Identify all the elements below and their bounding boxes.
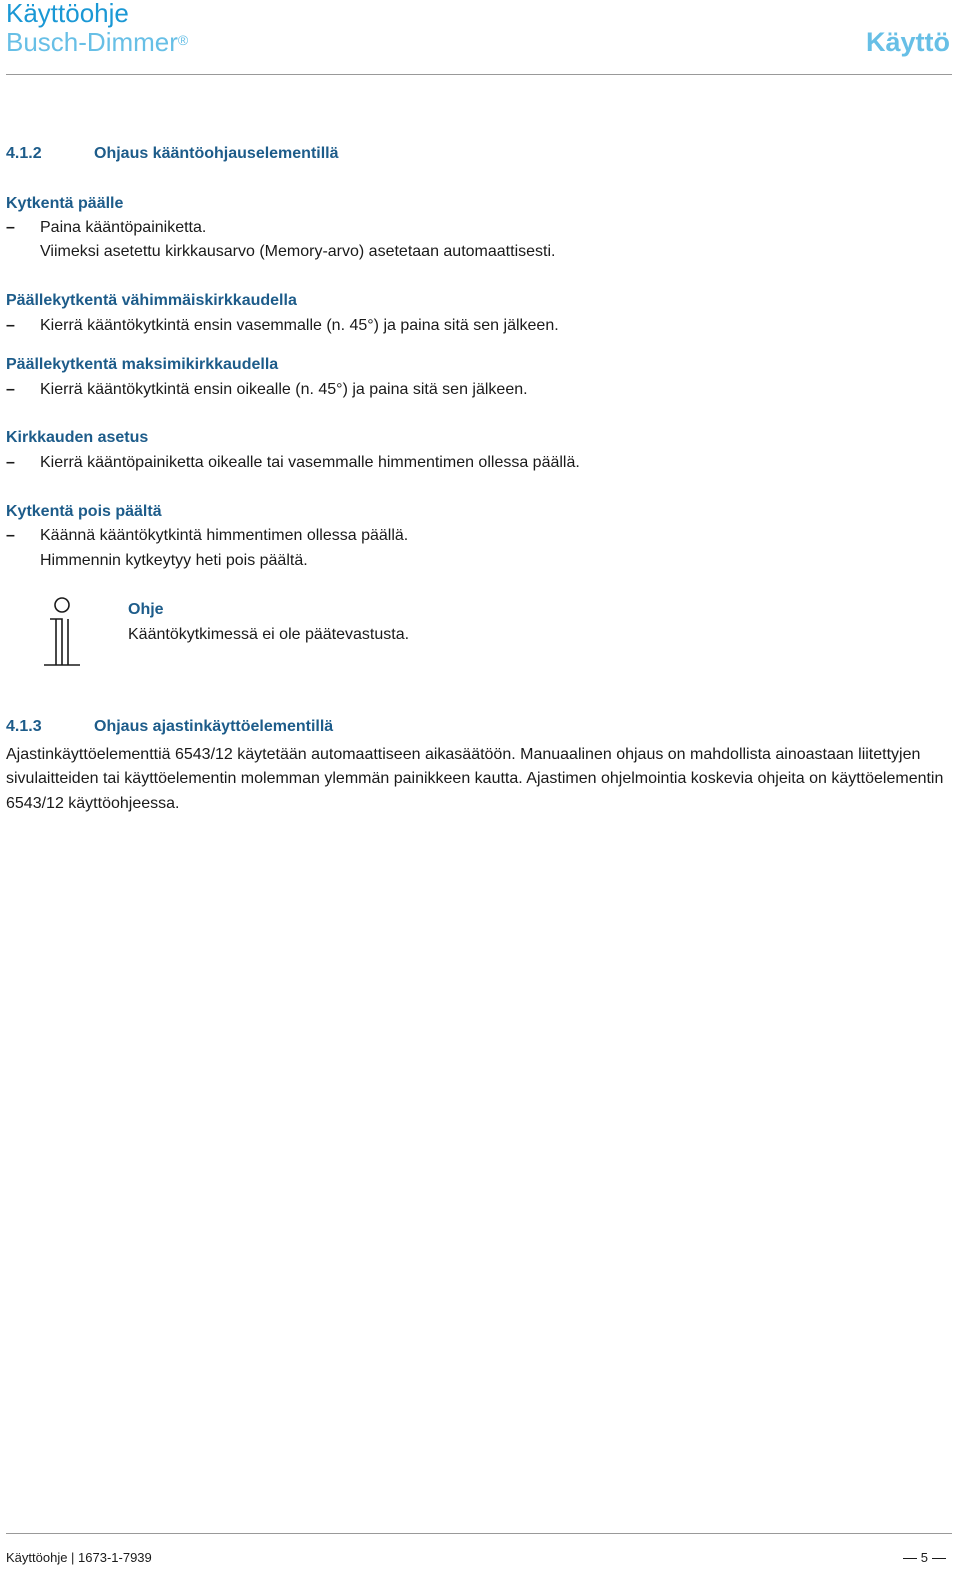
section-paragraph: Ajastinkäyttöelementtiä 6543/12 käytetään automaattiseen aikasäätöön. Manuaalinen ohjaus on mahdollista ainoastaan liitettyjen sivulaitteiden tai käyttöelementin molemman ylemmän painikkeen kautta. Ajastimen ohjelmointia koskevia ohjeita on käyttöelementin 6543/12 käyttöohjeessa. xyxy=(6,746,944,812)
instruction-line: Paina kääntöpainiketta. xyxy=(40,219,207,236)
list-dash: – xyxy=(6,219,15,236)
list-dash: – xyxy=(6,527,15,544)
section-title: Ohjaus ajastinkäyttöelementillä xyxy=(94,718,334,735)
instruction-result: Viimeksi asetettu kirkkausarvo (Memory-arvo) asetetaan automaattisesti. xyxy=(40,243,556,260)
instruction-result: Himmennin kytkeytyy heti pois päältä. xyxy=(40,552,308,569)
subheading-max-brightness: Päällekytkentä maksimikirkkaudella xyxy=(6,356,279,373)
note-title: Ohje xyxy=(128,601,164,618)
list-dash: – xyxy=(6,317,15,334)
section-number: 4.1.3 xyxy=(6,718,42,735)
document-title: Käyttöohje xyxy=(6,0,129,28)
subheading-min-brightness: Päällekytkentä vähimmäiskirkkaudella xyxy=(6,292,297,309)
instruction-line: Kierrä kääntöpainiketta oikealle tai vasemmalle himmentimen ollessa päällä. xyxy=(40,454,580,471)
page-number xyxy=(899,1550,950,1565)
registered-mark: ® xyxy=(177,32,189,48)
instruction-line: Kierrä kääntökytkintä ensin vasemmalle (n. 45°) ja paina sitä sen jälkeen. xyxy=(40,317,559,334)
page-number-value: 5 xyxy=(920,1550,928,1565)
page-number-line xyxy=(932,1558,946,1559)
page-number-line xyxy=(903,1558,917,1559)
instruction-line: Käännä kääntökytkintä himmentimen ollessa päällä. xyxy=(40,527,409,544)
footer-document-id: Käyttöohje | 1673-1-7939 xyxy=(6,1550,152,1565)
info-icon xyxy=(40,595,84,670)
list-dash: – xyxy=(6,381,15,398)
subheading-brightness-setting: Kirkkauden asetus xyxy=(6,429,149,446)
list-dash: – xyxy=(6,454,15,471)
section-title: Ohjaus kääntöohjauselementillä xyxy=(94,145,339,162)
document-subtitle xyxy=(6,27,188,57)
instruction-line: Kierrä kääntökytkintä ensin oikealle (n. 45°) ja paina sitä sen jälkeen. xyxy=(40,381,528,398)
subheading-switch-off: Kytkentä pois päältä xyxy=(6,503,162,520)
chapter-title: Käyttö xyxy=(865,27,950,57)
note-text: Kääntökytkimessä ei ole päätevastusta. xyxy=(128,626,410,643)
subheading-switch-on: Kytkentä päälle xyxy=(6,195,124,212)
footer-divider xyxy=(6,1533,952,1534)
product-name: Busch-Dimmer xyxy=(6,27,178,57)
header-divider xyxy=(6,74,952,75)
section-number: 4.1.2 xyxy=(6,145,42,162)
